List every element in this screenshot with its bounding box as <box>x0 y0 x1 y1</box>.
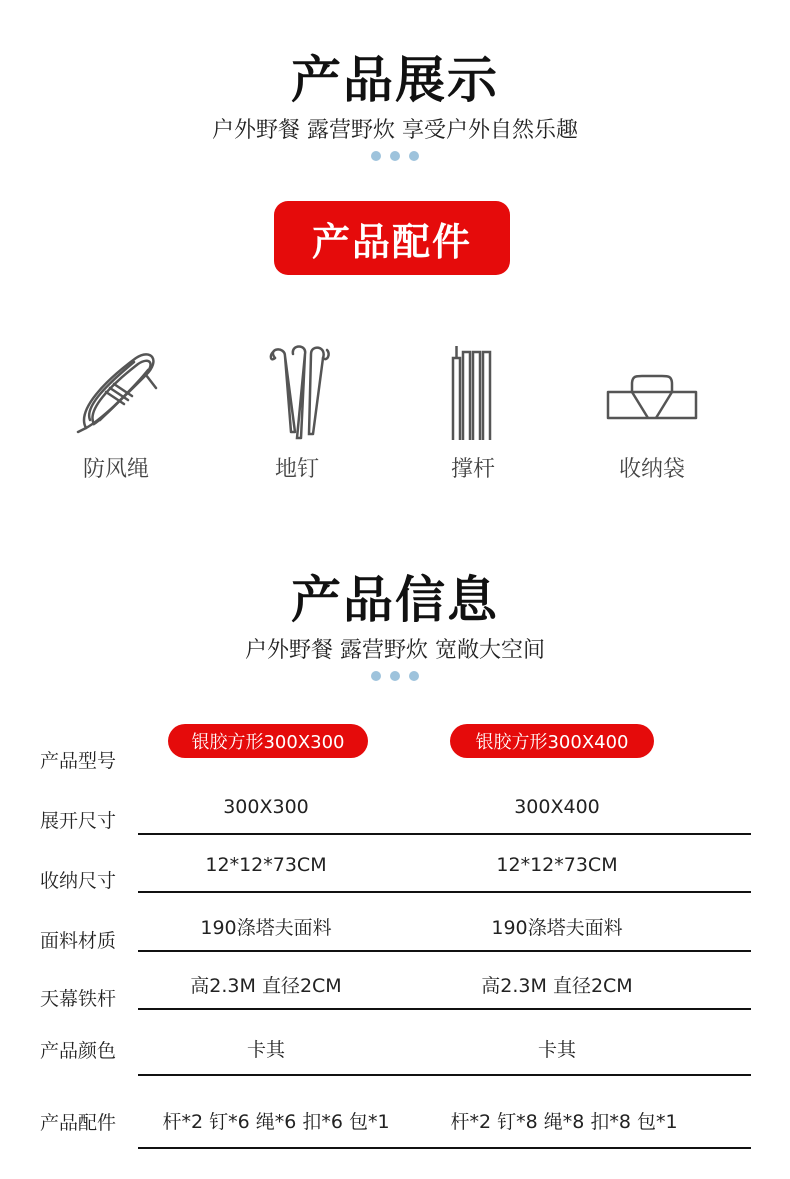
info-title: 产品信息 <box>291 571 499 629</box>
table-cell: 12*12*73CM <box>496 854 618 876</box>
row-label-model: 产品型号 <box>40 750 117 772</box>
table-cell: 190涤塔夫面料 <box>491 917 623 939</box>
table-divider <box>138 1147 751 1149</box>
dot <box>371 671 381 681</box>
model-pill-300x400: 银胶方形300X400 <box>450 724 654 758</box>
dot <box>409 151 419 161</box>
info-subtitle: 户外野餐 露营野炊 宽敞大空间 <box>245 638 545 663</box>
table-cell: 卡其 <box>246 1039 285 1061</box>
section-dots <box>0 151 790 161</box>
display-subtitle: 户外野餐 露营野炊 享受户外自然乐趣 <box>212 118 578 143</box>
dot <box>371 151 381 161</box>
table-cell: 杆*2 钉*8 绳*8 扣*8 包*1 <box>450 1111 678 1133</box>
table-divider <box>138 833 751 835</box>
table-divider <box>138 891 751 893</box>
accessory-label: 收纳袋 <box>618 457 685 482</box>
rope-icon <box>66 340 166 440</box>
row-label-material: 面料材质 <box>40 930 117 952</box>
bag-icon <box>602 340 702 440</box>
accessory-poles <box>403 340 543 483</box>
row-label-storage-size: 收纳尺寸 <box>40 870 117 892</box>
accessory-rope <box>46 340 186 483</box>
accessory-label: 撑杆 <box>450 457 495 482</box>
table-divider <box>138 1008 751 1010</box>
dot <box>390 151 400 161</box>
table-divider <box>138 950 751 952</box>
row-label-accessories: 产品配件 <box>40 1112 117 1134</box>
table-cell: 300X400 <box>514 796 600 818</box>
table-cell: 卡其 <box>537 1039 576 1061</box>
accessory-label: 防风绳 <box>82 457 149 482</box>
table-cell: 杆*2 钉*6 绳*6 扣*6 包*1 <box>162 1111 390 1133</box>
table-cell: 高2.3M 直径2CM <box>190 975 342 997</box>
model-pill-300x300: 银胶方形300X300 <box>168 724 368 758</box>
accessory-stakes <box>227 340 367 483</box>
table-cell: 高2.3M 直径2CM <box>481 975 633 997</box>
accessories-badge: 产品配件 <box>274 201 510 275</box>
section-dots <box>0 671 790 681</box>
table-divider <box>138 1074 751 1076</box>
row-label-color: 产品颜色 <box>40 1040 117 1062</box>
table-cell: 300X300 <box>223 796 309 818</box>
row-label-pole: 天幕铁杆 <box>40 988 117 1010</box>
poles-icon <box>423 340 523 440</box>
display-title: 产品展示 <box>291 51 499 109</box>
row-label-open-size: 展开尺寸 <box>40 810 117 832</box>
table-cell: 12*12*73CM <box>205 854 327 876</box>
dot <box>409 671 419 681</box>
stakes-icon <box>247 340 347 440</box>
accessory-label: 地钉 <box>274 457 319 482</box>
table-cell: 190涤塔夫面料 <box>200 917 332 939</box>
dot <box>390 671 400 681</box>
accessory-bag <box>582 340 722 483</box>
